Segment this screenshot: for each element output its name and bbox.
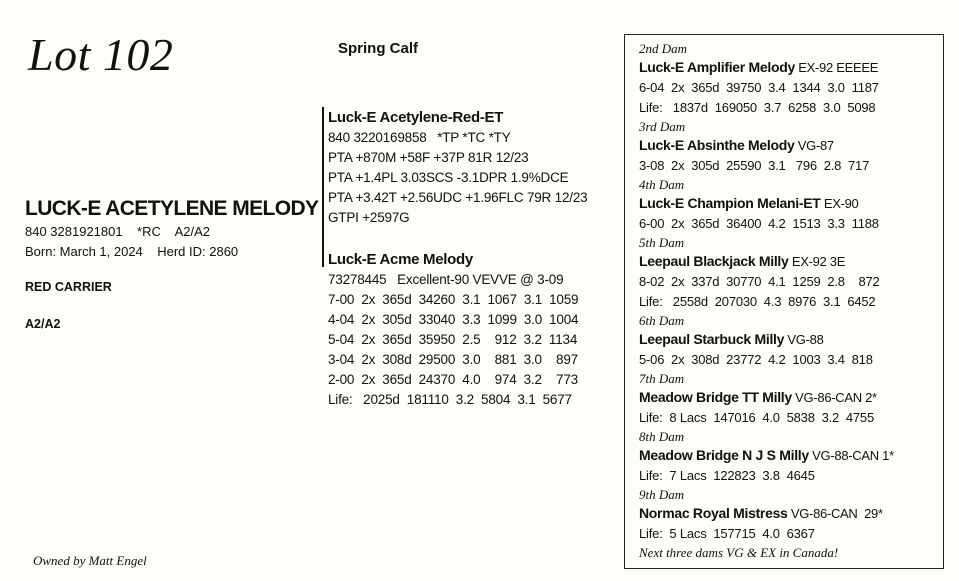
generation-label: 5th Dam	[639, 235, 685, 250]
ancestor-record: Life: 8 Lacs 147016 4.0 5838 3.2 4755	[639, 410, 874, 425]
animal-id-line: 840 3281921801 *RC A2/A2	[25, 224, 211, 239]
generation-label: 3rd Dam	[639, 119, 686, 134]
animal-name: LUCK-E ACETYLENE MELODY	[25, 197, 319, 220]
ancestor-name-line	[639, 193, 939, 214]
ancestor-name: Normac Royal Mistress	[639, 505, 788, 521]
ancestor-name: Meadow Bridge TT Milly	[639, 389, 792, 405]
animal-info	[25, 222, 238, 262]
ancestor-name: Leepaul Blackjack Milly	[639, 253, 789, 269]
dam-line: 5-04 2x 365d 35950 2.5 912 3.2 1134	[328, 332, 578, 347]
ancestor-classification: VG-88	[784, 332, 824, 347]
dam-line: 7-00 2x 365d 34260 3.1 1067 3.1 1059	[328, 292, 579, 307]
ancestor-record: 3-08 2x 305d 25590 3.1 796 2.8 717	[639, 158, 870, 173]
ancestor-classification: EX-92 EEEEE	[794, 60, 879, 75]
sire-line: PTA +1.4PL 3.03SCS -3.1DPR 1.9%DCE	[328, 170, 569, 185]
generation-label: 2nd Dam	[639, 41, 688, 56]
pedigree-footnote: Next three dams VG & EX in Canada!	[639, 545, 839, 560]
ancestor-name-line	[639, 251, 939, 272]
pedigree-list	[639, 40, 939, 562]
ancestor-name: Leepaul Starbuck Milly	[639, 331, 785, 347]
ancestor-name-line	[639, 445, 939, 466]
lot-number: Lot 102	[28, 29, 174, 80]
sire-line: 840 3220169858 *TP *TC *TY	[328, 130, 511, 145]
ancestor-record: 8-02 2x 337d 30770 4.1 1259 2.8 872	[639, 274, 880, 289]
ancestor-name-line	[639, 57, 939, 78]
generation-label: 7th Dam	[639, 371, 685, 386]
generation-label: 6th Dam	[639, 313, 685, 328]
ancestor-name: Luck-E Absinthe Melody	[639, 137, 795, 153]
dam-line: Life: 2025d 181110 3.2 5804 3.1 5677	[328, 392, 572, 407]
red-carrier-label: RED CARRIER	[25, 280, 112, 294]
generation-label: 9th Dam	[639, 487, 685, 502]
ancestor-record: Life: 5 Lacs 157715 4.0 6367	[639, 526, 815, 541]
sire-lines	[328, 128, 587, 228]
dam-name: Luck-E Acme Melody	[328, 251, 473, 268]
sire-block	[328, 108, 587, 228]
dam-line: 4-04 2x 305d 33040 3.3 1099 3.0 1004	[328, 312, 579, 327]
a2-label: A2/A2	[25, 317, 61, 331]
ancestor-name-line	[639, 329, 939, 350]
sire-name: Luck-E Acetylene-Red-ET	[328, 109, 504, 126]
dam-line: 3-04 2x 308d 29500 3.0 881 3.0 897	[328, 352, 578, 367]
dam-line: 2-00 2x 365d 24370 4.0 974 3.2 773	[328, 372, 578, 387]
owner-line: Owned by Matt Engel	[33, 553, 147, 568]
ancestor-classification: EX-92 3E	[788, 254, 846, 269]
sire-line: PTA +3.42T +2.56UDC +1.96FLC 79R 12/23	[328, 190, 588, 205]
ancestor-classification: VG-87	[794, 138, 834, 153]
generation-label: 8th Dam	[639, 429, 685, 444]
ancestor-classification: VG-86-CAN 2*	[791, 390, 877, 405]
ancestor-classification: VG-88-CAN 1*	[808, 448, 894, 463]
ancestor-classification: VG-86-CAN 29*	[787, 506, 883, 521]
ancestor-name-line	[639, 387, 939, 408]
generation-label: 4th Dam	[639, 177, 685, 192]
dam-lines	[328, 270, 578, 410]
ancestor-name: Meadow Bridge N J S Milly	[639, 447, 809, 463]
ancestor-record: 5-06 2x 308d 23772 4.2 1003 3.4 818	[639, 352, 873, 367]
ancestor-name: Luck-E Champion Melani-ET	[639, 195, 821, 211]
ancestor-record: Life: 7 Lacs 122823 3.8 4645	[639, 468, 815, 483]
sire-line: PTA +870M +58F +37P 81R 12/23	[328, 150, 529, 165]
ancestor-record: Life: 2558d 207030 4.3 8976 3.1 6452	[639, 294, 876, 309]
class-label: Spring Calf	[338, 40, 419, 57]
dam-line: 73278445 Excellent-90 VEVVE @ 3-09	[328, 272, 564, 287]
ancestor-record: 6-00 2x 365d 36400 4.2 1513 3.3 1188	[639, 216, 879, 231]
ancestor-name: Luck-E Amplifier Melody	[639, 59, 795, 75]
dam-block	[328, 250, 578, 410]
ancestor-classification: EX-90	[820, 196, 859, 211]
sire-dam-bracket	[322, 107, 324, 267]
ancestor-record: 6-04 2x 365d 39750 3.4 1344 3.0 1187	[639, 80, 879, 95]
animal-born-line: Born: March 1, 2024 Herd ID: 2860	[25, 244, 239, 259]
ancestor-record: Life: 1837d 169050 3.7 6258 3.0 5098	[639, 100, 876, 115]
ancestor-name-line	[639, 135, 939, 156]
sire-line: GTPI +2597G	[328, 210, 410, 225]
ancestor-name-line	[639, 503, 939, 524]
